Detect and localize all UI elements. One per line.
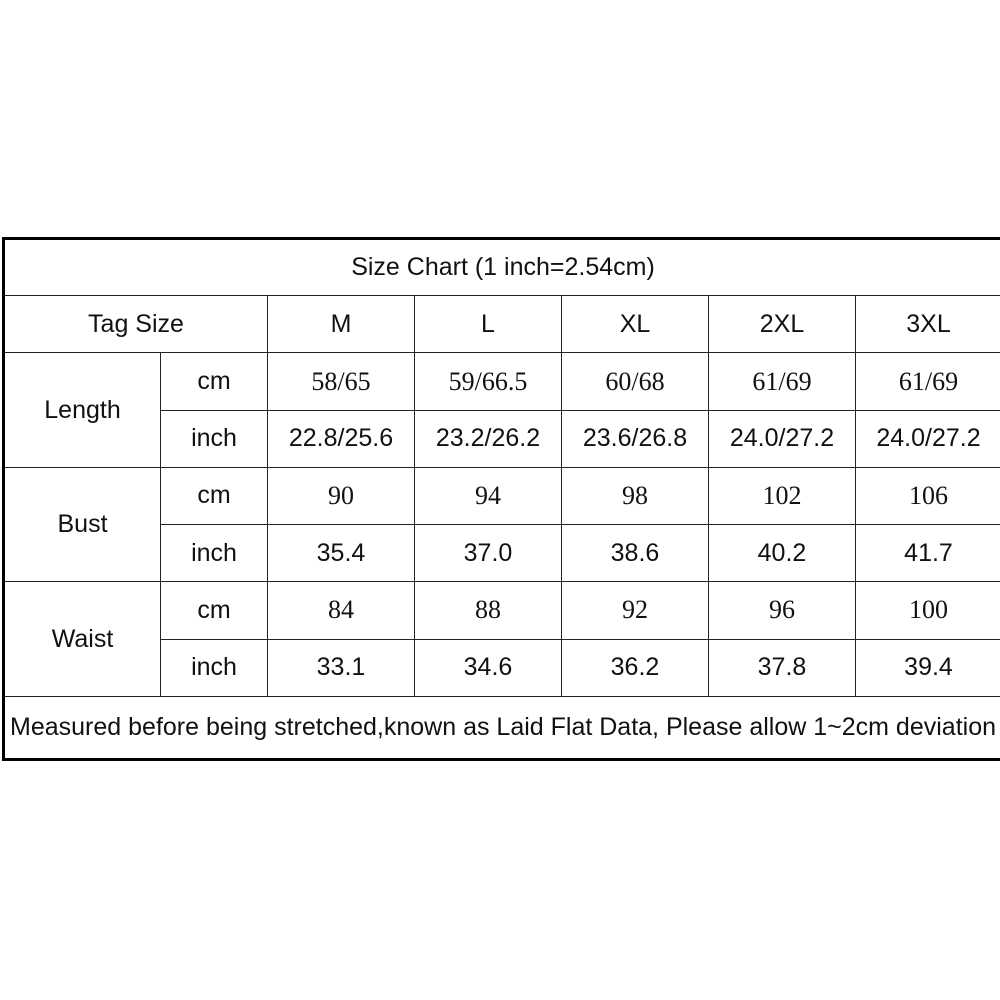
value-cell: 60/68 [562, 353, 709, 410]
value-cell: 38.6 [562, 525, 709, 582]
value-cell: 41.7 [856, 525, 1000, 582]
value-cell: 59/66.5 [415, 353, 562, 410]
table-row [4, 582, 1000, 639]
value-cell: 24.0/27.2 [709, 410, 856, 467]
unit-label: inch [161, 525, 268, 582]
table-row [4, 467, 1000, 524]
value-cell: 58/65 [268, 353, 415, 410]
size-header-m: M [268, 296, 415, 353]
table-row [4, 353, 1000, 410]
value-cell: 35.4 [268, 525, 415, 582]
value-cell: 92 [562, 582, 709, 639]
value-cell: 94 [415, 467, 562, 524]
value-cell: 84 [268, 582, 415, 639]
measurement-label-bust: Bust [4, 467, 161, 581]
unit-label: cm [161, 353, 268, 410]
chart-title: Size Chart (1 inch=2.54cm) [4, 239, 1000, 296]
value-cell: 106 [856, 467, 1000, 524]
unit-label: cm [161, 582, 268, 639]
value-cell: 90 [268, 467, 415, 524]
value-cell: 37.0 [415, 525, 562, 582]
value-cell: 88 [415, 582, 562, 639]
value-cell: 24.0/27.2 [856, 410, 1000, 467]
unit-label: inch [161, 639, 268, 696]
size-header-2xl: 2XL [709, 296, 856, 353]
value-cell: 23.6/26.8 [562, 410, 709, 467]
unit-label: cm [161, 467, 268, 524]
tag-size-label: Tag Size [4, 296, 268, 353]
value-cell: 34.6 [415, 639, 562, 696]
unit-label: inch [161, 410, 268, 467]
size-header-xl: XL [562, 296, 709, 353]
value-cell: 22.8/25.6 [268, 410, 415, 467]
value-cell: 100 [856, 582, 1000, 639]
value-cell: 23.2/26.2 [415, 410, 562, 467]
size-header-l: L [415, 296, 562, 353]
value-cell: 37.8 [709, 639, 856, 696]
size-header-3xl: 3XL [856, 296, 1000, 353]
value-cell: 61/69 [709, 353, 856, 410]
footer-note: Measured before being stretched,known as Laid Flat Data, Please allow 1~2cm deviation [4, 696, 1000, 759]
measurement-label-waist: Waist [4, 582, 161, 696]
value-cell: 98 [562, 467, 709, 524]
value-cell: 33.1 [268, 639, 415, 696]
size-chart-table [2, 237, 1000, 761]
value-cell: 96 [709, 582, 856, 639]
value-cell: 102 [709, 467, 856, 524]
value-cell: 39.4 [856, 639, 1000, 696]
value-cell: 40.2 [709, 525, 856, 582]
value-cell: 61/69 [856, 353, 1000, 410]
measurement-label-length: Length [4, 353, 161, 467]
value-cell: 36.2 [562, 639, 709, 696]
